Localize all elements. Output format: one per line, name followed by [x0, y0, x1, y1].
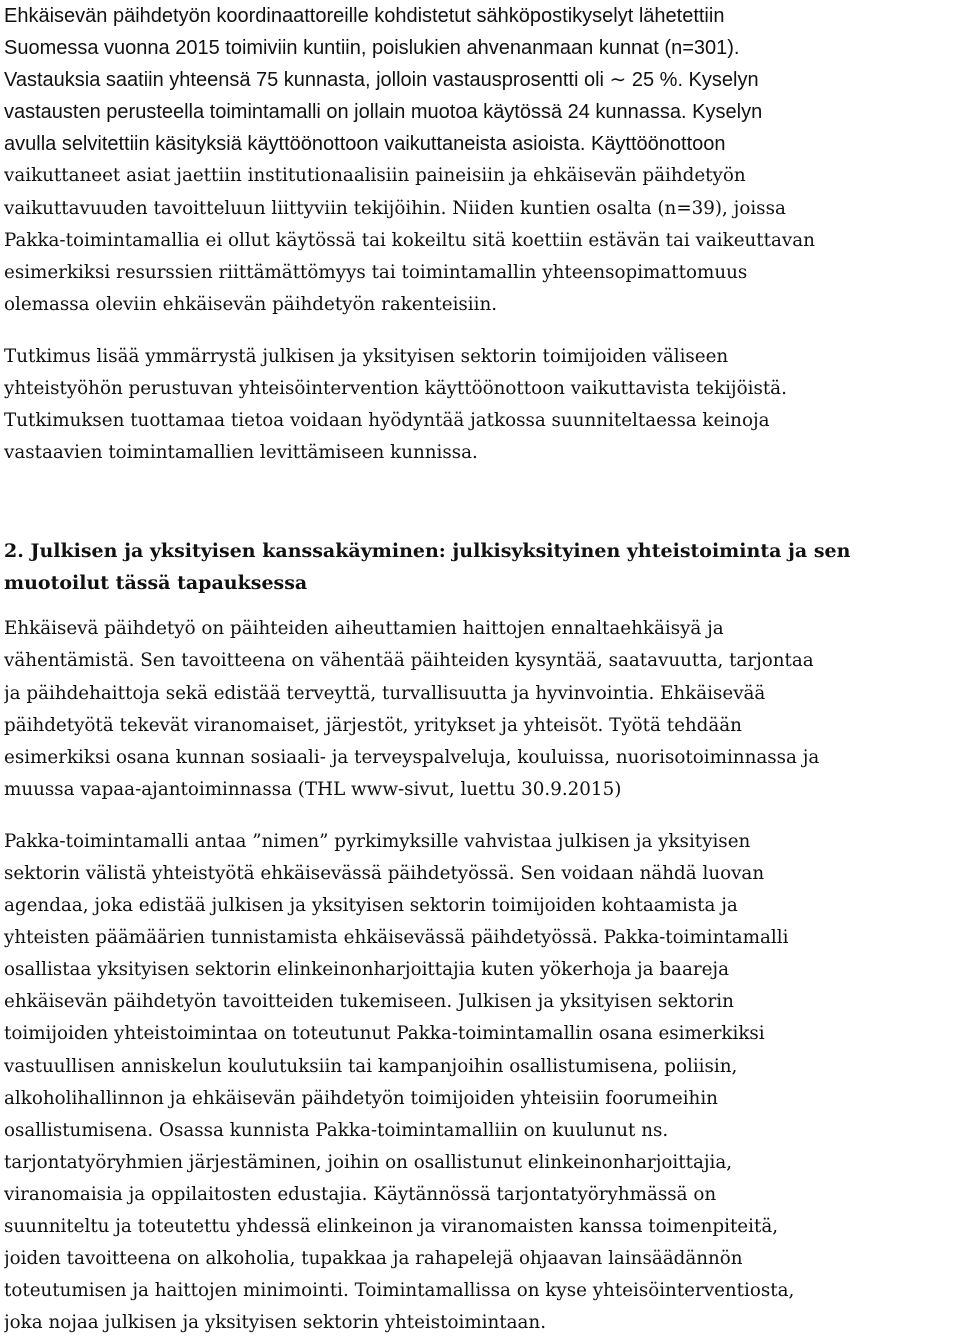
- document-page: [4, 0, 958, 1339]
- text-line: suunniteltu ja toteutettu yhdessä elinkeinon ja viranomaisten kanssa toimenpiteitä,: [4, 1216, 779, 1237]
- text-line: yhteisten päämäärien tunnistamista ehkäisevässä päihdetyössä. Pakka-toimintamalli: [4, 927, 789, 949]
- text-line: joiden tavoitteena on alkoholia, tupakkaa ja rahapelejä ohjaavan lainsäädännön: [4, 1248, 743, 1270]
- research-paragraph: [4, 341, 958, 469]
- text-line: vastuullisen anniskelun koulutuksiin tai kampanjoihin osallistumisena, poliisin,: [4, 1055, 738, 1077]
- text-line: toimijoiden yhteistoimintaa on toteutunut Pakka-toimintamallin osana esimerkiksi: [4, 1023, 765, 1045]
- text-line: vaikuttaneet asiat jaettiin institutionaalisiin paineisiin ja ehkäisevän päihdetyön: [4, 165, 746, 187]
- text-line: osallistaa yksityisen sektorin elinkeinonharjoittajia kuten yökerhoja ja baareja: [4, 959, 729, 981]
- heading-line: 2. Julkisen ja yksityisen kanssakäyminen: julkisyksityinen yhteistoiminta ja sen: [4, 540, 851, 563]
- intro-paragraph-continued: [4, 160, 958, 320]
- text-line: ehkäisevän päihdetyön tavoitteiden tukemiseen. Julkisen ja yksityisen sektorin: [4, 991, 734, 1013]
- text-line: Pakka-toimintamallia ei ollut käytössä tai kokeiltu sitä koettiin estävän tai vaikeuttavan: [4, 229, 815, 251]
- pakka-paragraph: [4, 826, 958, 1340]
- text-line: vastausten perusteella toimintamalli on jollain muotoa käytössä 24 kunnassa. Kyselyn: [4, 101, 763, 124]
- text-line: agendaa, joka edistää julkisen ja yksityisen sektorin toimijoiden kohtaamista ja: [4, 895, 738, 917]
- text-line: vastaavien toimintamallien levittämiseen kunnissa.: [4, 442, 478, 464]
- text-line: Suomessa vuonna 2015 toimiviin kuntiin, poislukien ahvenanmaan kunnat (n=301).: [4, 37, 740, 60]
- text-line: Tutkimuksen tuottamaa tietoa voidaan hyödyntää jatkossa suunniteltaessa keinoja: [4, 410, 770, 432]
- prevention-paragraph: [4, 613, 958, 806]
- text-line: ja päihdehaittoja sekä edistää terveyttä, turvallisuutta ja hyvinvointia. Ehkäisevää: [4, 682, 766, 704]
- text-line: olemassa oleviin ehkäisevän päihdetyön rakenteisiin.: [4, 293, 498, 315]
- text-line: vähentämistä. Sen tavoitteena on vähentää päihteiden kysyntää, saatavuutta, tarjontaa: [4, 650, 814, 672]
- text-line: esimerkiksi osana kunnan sosiaali- ja terveyspalveluja, kouluissa, nuorisotoiminnassa ja: [4, 746, 820, 768]
- text-line: viranomaisia ja oppilaitosten edustajia. Käytännössä tarjontatyöryhmässä on: [4, 1183, 717, 1205]
- text-line: muussa vapaa-ajantoiminnassa (THL www-sivut, luettu 30.9.2015): [4, 778, 622, 800]
- text-line: osallistumisena. Osassa kunnista Pakka-toimintamalliin on kuulunut ns.: [4, 1119, 669, 1141]
- text-line: esimerkiksi resurssien riittämättömyys tai toimintamallin yhteensopimattomuus: [4, 261, 748, 283]
- text-line: yhteistyöhön perustuvan yhteisöintervention käyttöönottoon vaikuttavista tekijöistä.: [4, 378, 787, 400]
- text-line: avulla selvitettiin käsityksiä käyttöönottoon vaikuttaneista asioista. Käyttöönottoon: [4, 133, 726, 156]
- text-line: Pakka-toimintamalli antaa ”nimen” pyrkimyksille vahvistaa julkisen ja yksityisen: [4, 830, 751, 852]
- text-line: vaikuttavuuden tavoitteluun liittyviin tekijöihin. Niiden kuntien osalta (n=39), joissa: [4, 197, 786, 219]
- text-line: Tutkimus lisää ymmärrystä julkisen ja yksityisen sektorin toimijoiden väliseen: [4, 345, 729, 367]
- text-line: toteutumisen ja haittojen minimointi. Toimintamallissa on kyse yhteisöinterventiosta,: [4, 1280, 795, 1302]
- text-line: Ehkäisevän päihdetyön koordinaattoreille kohdistetut sähköpostikyselyt lähetettiin: [4, 5, 725, 27]
- text-line: Vastauksia saatiin yhteensä 75 kunnasta, jolloin vastausprosentti oli ∼ 25 %. Kyselyn: [4, 69, 759, 92]
- text-line: tarjontatyöryhmien järjestäminen, joihin on osallistunut elinkeinonharjoittajia,: [4, 1151, 733, 1173]
- text-line: Ehkäisevä päihdetyö on päihteiden aiheuttamien haittojen ennaltaehkäisyä ja: [4, 618, 724, 640]
- text-line: sektorin välistä yhteistyötä ehkäisevässä päihdetyössä. Sen voidaan nähdä luovan: [4, 862, 765, 884]
- intro-paragraph: [4, 0, 958, 160]
- text-line: alkoholihallinnon ja ehkäisevän päihdetyön toimijoiden yhteisiin foorumeihin: [4, 1087, 718, 1109]
- section-heading: [4, 535, 958, 599]
- text-line: joka nojaa julkisen ja yksityisen sektorin yhteistoimintaan.: [4, 1312, 547, 1334]
- text-line: päihdetyötä tekevät viranomaiset, järjestöt, yritykset ja yhteisöt. Työtä tehdään: [4, 714, 742, 736]
- heading-line: muotoilut tässä tapauksessa: [4, 572, 308, 595]
